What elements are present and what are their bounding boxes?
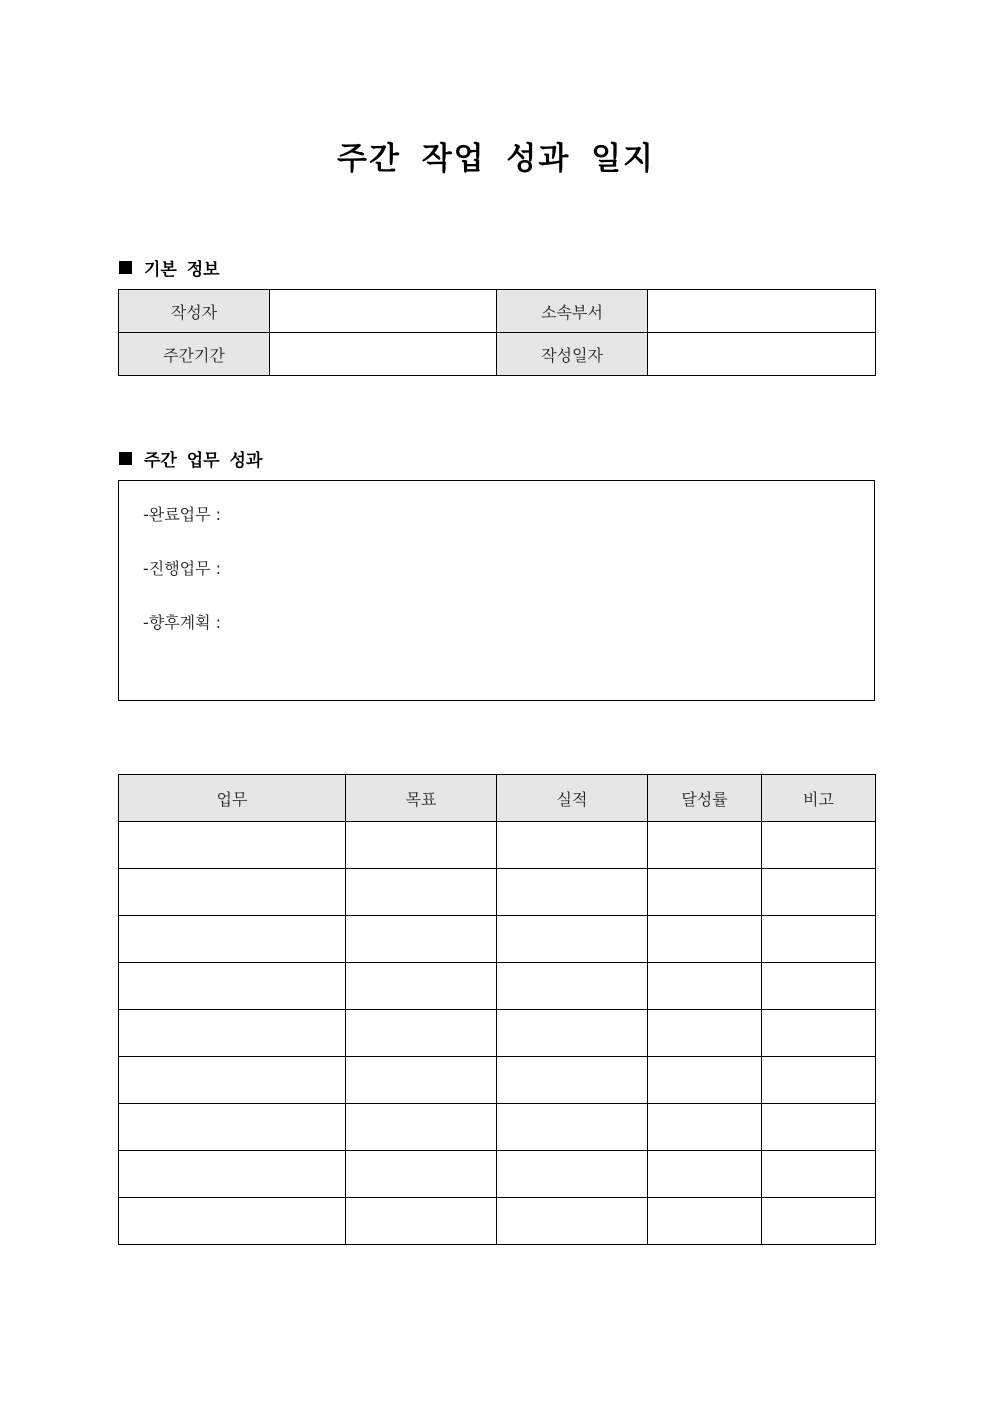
- section-heading-basic-info: [119, 255, 220, 280]
- goal-cell[interactable]: [346, 916, 497, 963]
- result-cell[interactable]: [497, 869, 648, 916]
- task-cell[interactable]: [119, 916, 346, 963]
- column-header-task: 업무: [119, 775, 346, 822]
- achievement-rate-cell[interactable]: [648, 1104, 762, 1151]
- table-row: [119, 1010, 876, 1057]
- result-cell[interactable]: [497, 1057, 648, 1104]
- table-row: [119, 1151, 876, 1198]
- result-cell[interactable]: [497, 1151, 648, 1198]
- week-period-label: 주간기간: [119, 333, 270, 376]
- section-heading-label: 주간 업무 성과: [144, 451, 263, 471]
- future-plans-line: -향후계획 :: [143, 613, 222, 632]
- remarks-cell[interactable]: [762, 1104, 876, 1151]
- weekly-summary-box[interactable]: [118, 480, 875, 701]
- table-row: [119, 1057, 876, 1104]
- task-cell[interactable]: [119, 963, 346, 1010]
- task-cell[interactable]: [119, 1057, 346, 1104]
- date-written-label: 작성일자: [497, 333, 648, 376]
- result-cell[interactable]: [497, 963, 648, 1010]
- task-cell[interactable]: [119, 1198, 346, 1245]
- table-row: [119, 916, 876, 963]
- result-cell[interactable]: [497, 1010, 648, 1057]
- result-cell[interactable]: [497, 1104, 648, 1151]
- performance-table: [118, 774, 876, 1245]
- remarks-cell[interactable]: [762, 916, 876, 963]
- column-header-achievement-rate: 달성률: [648, 775, 762, 822]
- goal-cell[interactable]: [346, 1010, 497, 1057]
- table-row: [119, 963, 876, 1010]
- table-row: [119, 822, 876, 869]
- achievement-rate-cell[interactable]: [648, 1057, 762, 1104]
- column-header-goal: 목표: [346, 775, 497, 822]
- task-cell[interactable]: [119, 822, 346, 869]
- result-cell[interactable]: [497, 916, 648, 963]
- section-heading-weekly-performance: [119, 446, 262, 471]
- department-field[interactable]: [648, 290, 876, 333]
- goal-cell[interactable]: [346, 822, 497, 869]
- task-cell[interactable]: [119, 1104, 346, 1151]
- achievement-rate-cell[interactable]: [648, 963, 762, 1010]
- task-cell[interactable]: [119, 869, 346, 916]
- remarks-cell[interactable]: [762, 1010, 876, 1057]
- table-header-row: [119, 775, 876, 822]
- remarks-cell[interactable]: [762, 1151, 876, 1198]
- achievement-rate-cell[interactable]: [648, 916, 762, 963]
- goal-cell[interactable]: [346, 1104, 497, 1151]
- achievement-rate-cell[interactable]: [648, 1198, 762, 1245]
- achievement-rate-cell[interactable]: [648, 869, 762, 916]
- department-label: 소속부서: [497, 290, 648, 333]
- result-cell[interactable]: [497, 822, 648, 869]
- column-header-result: 실적: [497, 775, 648, 822]
- remarks-cell[interactable]: [762, 1198, 876, 1245]
- basic-info-table: [118, 289, 876, 376]
- task-cell[interactable]: [119, 1010, 346, 1057]
- goal-cell[interactable]: [346, 963, 497, 1010]
- achievement-rate-cell[interactable]: [648, 1151, 762, 1198]
- goal-cell[interactable]: [346, 1151, 497, 1198]
- achievement-rate-cell[interactable]: [648, 1010, 762, 1057]
- square-bullet-icon: [119, 261, 132, 274]
- achievement-rate-cell[interactable]: [648, 822, 762, 869]
- column-header-remarks: 비고: [762, 775, 876, 822]
- week-period-field[interactable]: [270, 333, 497, 376]
- in-progress-tasks-line: -진행업무 :: [143, 559, 222, 578]
- task-cell[interactable]: [119, 1151, 346, 1198]
- result-cell[interactable]: [497, 1198, 648, 1245]
- date-written-field[interactable]: [648, 333, 876, 376]
- table-row: [119, 290, 876, 333]
- section-heading-label: 기본 정보: [144, 260, 220, 280]
- remarks-cell[interactable]: [762, 1057, 876, 1104]
- completed-tasks-line: -완료업무 :: [143, 505, 222, 524]
- goal-cell[interactable]: [346, 869, 497, 916]
- author-label: 작성자: [119, 290, 270, 333]
- table-row: [119, 333, 876, 376]
- goal-cell[interactable]: [346, 1198, 497, 1245]
- goal-cell[interactable]: [346, 1057, 497, 1104]
- table-row: [119, 869, 876, 916]
- document-title: 주간 작업 성과 일지: [337, 141, 655, 177]
- table-row: [119, 1198, 876, 1245]
- remarks-cell[interactable]: [762, 869, 876, 916]
- remarks-cell[interactable]: [762, 822, 876, 869]
- author-field[interactable]: [270, 290, 497, 333]
- table-row: [119, 1104, 876, 1151]
- remarks-cell[interactable]: [762, 963, 876, 1010]
- square-bullet-icon: [119, 452, 132, 465]
